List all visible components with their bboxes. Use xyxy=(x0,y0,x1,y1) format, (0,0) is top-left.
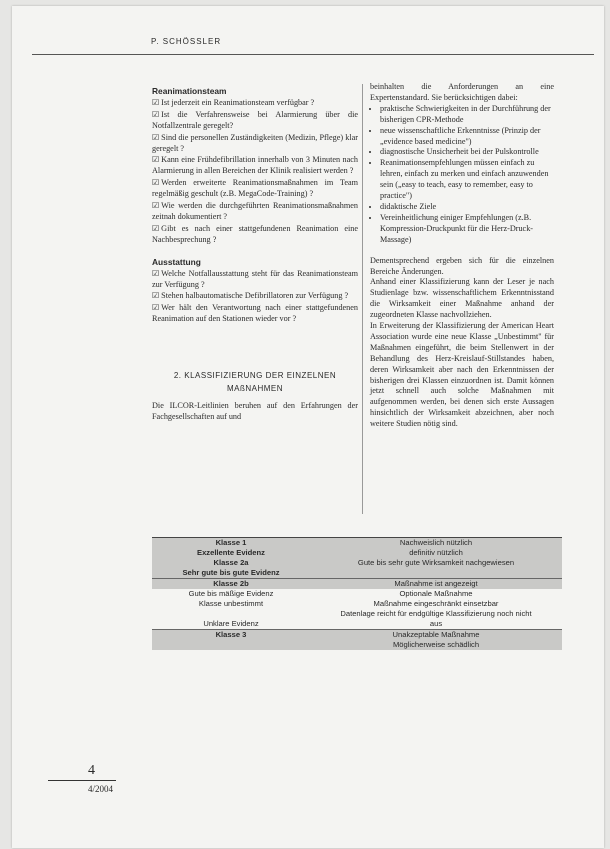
meaning-cell: definitiv nützlich xyxy=(310,548,562,558)
right-column xyxy=(370,82,554,430)
checklist-item xyxy=(152,98,358,109)
running-header: P. SCHÖSSLER xyxy=(148,37,224,46)
checklist-item xyxy=(152,133,358,155)
class-cell xyxy=(152,609,310,619)
checklist-item-text: Welche Notfallausstattung steht für das Reanimationsteam zur Verfügung ? xyxy=(152,268,358,289)
class-cell: Exzellente Evidenz xyxy=(152,548,310,558)
table-row xyxy=(152,640,562,650)
checklist-item-text: Ist die Verfahrensweise bei Alarmierung über die Notfallzentrale geregelt? xyxy=(152,109,358,130)
meaning-cell: Unakzeptable Maßnahme xyxy=(310,630,562,641)
checklist-item-text: Sind die personellen Zuständigkeiten (Medizin, Pflege) klar geregelt ? xyxy=(152,132,358,153)
table-row xyxy=(152,609,562,619)
class-cell: Klasse 3 xyxy=(152,630,310,641)
table-row xyxy=(152,630,562,641)
table-row xyxy=(152,568,562,579)
class-cell: Klasse unbestimmt xyxy=(198,599,264,608)
class-cell: Gute bis mäßige Evidenz xyxy=(188,589,274,598)
meaning-cell: Maßnahme ist angezeigt xyxy=(310,579,562,590)
meaning-cell: Gute bis sehr gute Wirksamkeit nachgewiesen xyxy=(310,558,562,568)
checklist-item xyxy=(152,291,358,302)
checklist-item xyxy=(152,178,358,200)
checkbox-icon: ☑ xyxy=(152,155,160,165)
checkbox-icon: ☑ xyxy=(152,97,160,107)
checklist-item-text: Ist jederzeit ein Reanimationsteam verfügbar ? xyxy=(161,97,315,107)
class-cell: Klasse 2a xyxy=(152,558,310,568)
meaning-cell: aus xyxy=(310,619,562,630)
checklist-item xyxy=(152,155,358,177)
checklist-team xyxy=(152,98,358,246)
checklist-box-equipment xyxy=(152,257,358,325)
bullet-item: • Vereinheitlichung einiger Empfehlungen (z.B. Kompression-Druckpunkt für die Herz-Druck-Massage) xyxy=(380,213,554,246)
meaning-cell: Optionale Maßnahme xyxy=(399,589,473,598)
checklist-item-text: Gibt es nach einer stattgefundenen Reanimation eine Nachbesprechung ? xyxy=(152,223,358,244)
bullet-item: • diagnostische Unsicherheit bei der Pulskontrolle xyxy=(380,147,554,158)
checkbox-icon: ☑ xyxy=(152,132,160,142)
checkbox-icon: ☑ xyxy=(152,303,160,313)
class-cell xyxy=(152,640,310,650)
table-row xyxy=(152,579,562,590)
bullet-item: • didaktische Ziele xyxy=(380,202,554,213)
checklist-item-text: Werden erweiterte Reanimationsmaßnahmen im Team regelmäßig geschult (z.B. MegaCode-Training) ? xyxy=(152,178,358,199)
bullet-item: • neue wissenschaftliche Erkenntnisse (Prinzip der „evidence based medicine") xyxy=(380,126,554,148)
checklist-item xyxy=(152,110,358,132)
table-row xyxy=(152,589,562,599)
paragraph-changes: Dementsprechend ergeben sich für die einzelnen Bereiche Änderungen. xyxy=(370,255,554,276)
paragraph-aha-extension: In Erweiterung der Klassifizierung der American Heart Association wurde eine neue Klasse „Unbestimmt" für Maßnahmen eingeführt, die beim Stellenwert in der Behandlung des Herz-Kreislauf-Stillstandes haben, deren Wirksamkeit aber nach den Erkenntnissen der bisherigen drei Klassen einzuordnen ist. Damit können jetzt schnell auch solche Maßnahmen mit aufgenommen werden, bei denen sich erste Aussagen hinsichtlich der Wirksamkeit abzeichnen, aber noch weitere Studien nötig sind. xyxy=(370,321,554,429)
page-number: 4 xyxy=(88,763,95,778)
left-column xyxy=(152,86,358,423)
issue-label: 4/2004 xyxy=(88,784,114,794)
table-row xyxy=(152,548,562,558)
class-cell: Klasse 1 xyxy=(152,538,310,549)
checklist-item xyxy=(152,224,358,246)
checkbox-icon: ☑ xyxy=(152,268,160,278)
table-row xyxy=(152,599,562,609)
class-cell: Unklare Evidenz xyxy=(152,619,310,630)
checklist-item xyxy=(152,201,358,223)
box-title-equipment: Ausstattung xyxy=(152,256,201,267)
checklist-item xyxy=(152,269,358,291)
checklist-item-text: Kann eine Frühdefibrillation innerhalb von 3 Minuten nach Alarmierung in allen Bereichen der Klinik realisiert werden ? xyxy=(152,155,358,176)
table-row xyxy=(152,558,562,568)
footer-rule xyxy=(48,780,116,781)
meaning-cell: Möglicherweise schädlich xyxy=(310,640,562,650)
table-row xyxy=(152,619,562,630)
header-rule xyxy=(32,54,594,55)
bullet-list xyxy=(370,104,554,246)
meaning-cell: Maßnahme eingeschränkt einsetzbar xyxy=(373,599,499,608)
checklist-item-text: Wer hält den Verantwortung nach einer stattgefundenen Reanimation auf den Stationen wieder vor ? xyxy=(152,303,358,324)
checklist-item-text: Wie werden die durchgeführten Reanimationsmaßnahmen zeitnah dokumentiert ? xyxy=(152,201,358,221)
meaning-cell xyxy=(310,568,562,579)
bullet-item: • Reanimationsempfehlungen müssen einfach zu lehren, einfach zu merken und einfach anzuwenden sein („easy to teach, easy to remember, easy to practice") xyxy=(380,158,554,202)
classification-table xyxy=(152,537,562,650)
checkbox-icon: ☑ xyxy=(152,201,160,211)
class-cell: Sehr gute bis gute Evidenz xyxy=(152,568,310,579)
intro-paragraph: beinhalten die Anforderungen an eine Expertenstandard. Sie berücksichtigen dabei: xyxy=(370,82,554,102)
checkbox-icon: ☑ xyxy=(152,109,160,119)
meaning-cell: Nachweislich nützlich xyxy=(310,538,562,549)
checklist-equipment xyxy=(152,269,358,326)
class-cell: Klasse 2b xyxy=(152,579,310,590)
checkbox-icon: ☑ xyxy=(152,291,160,301)
checkbox-icon: ☑ xyxy=(152,178,160,188)
column-divider xyxy=(362,84,363,514)
checklist-box-team xyxy=(152,86,358,246)
section-heading: 2. KLASSIFIZIERUNG DER EINZELNEN MAßNAHMEN xyxy=(173,371,337,394)
section-body: Die ILCOR-Leitlinien beruhen auf den Erfahrungen der Fachgesellschaften auf und xyxy=(152,401,358,422)
table-row xyxy=(152,538,562,549)
checklist-item-text: Stehen halbautomatische Defibrillatoren zur Verfügung ? xyxy=(161,291,349,301)
bullet-item: • praktische Schwierigkeiten in der Durchführung der bisherigen CPR-Methode xyxy=(380,104,554,126)
box-title-team: Reanimationsteam xyxy=(152,86,227,96)
checklist-item xyxy=(152,303,358,325)
meaning-cell: Datenlage reicht für endgültige Klassifizierung noch nicht xyxy=(340,609,532,618)
checkbox-icon: ☑ xyxy=(152,223,160,233)
paragraph-classification: Anhand einer Klassifizierung kann der Leser je nach Studienlage bzw. wissenschaftlichem Erkenntnisstand die Wirksamkeit einer Maßnahme anhand der zugeordneten Klasse nachvollziehen. xyxy=(370,277,554,320)
